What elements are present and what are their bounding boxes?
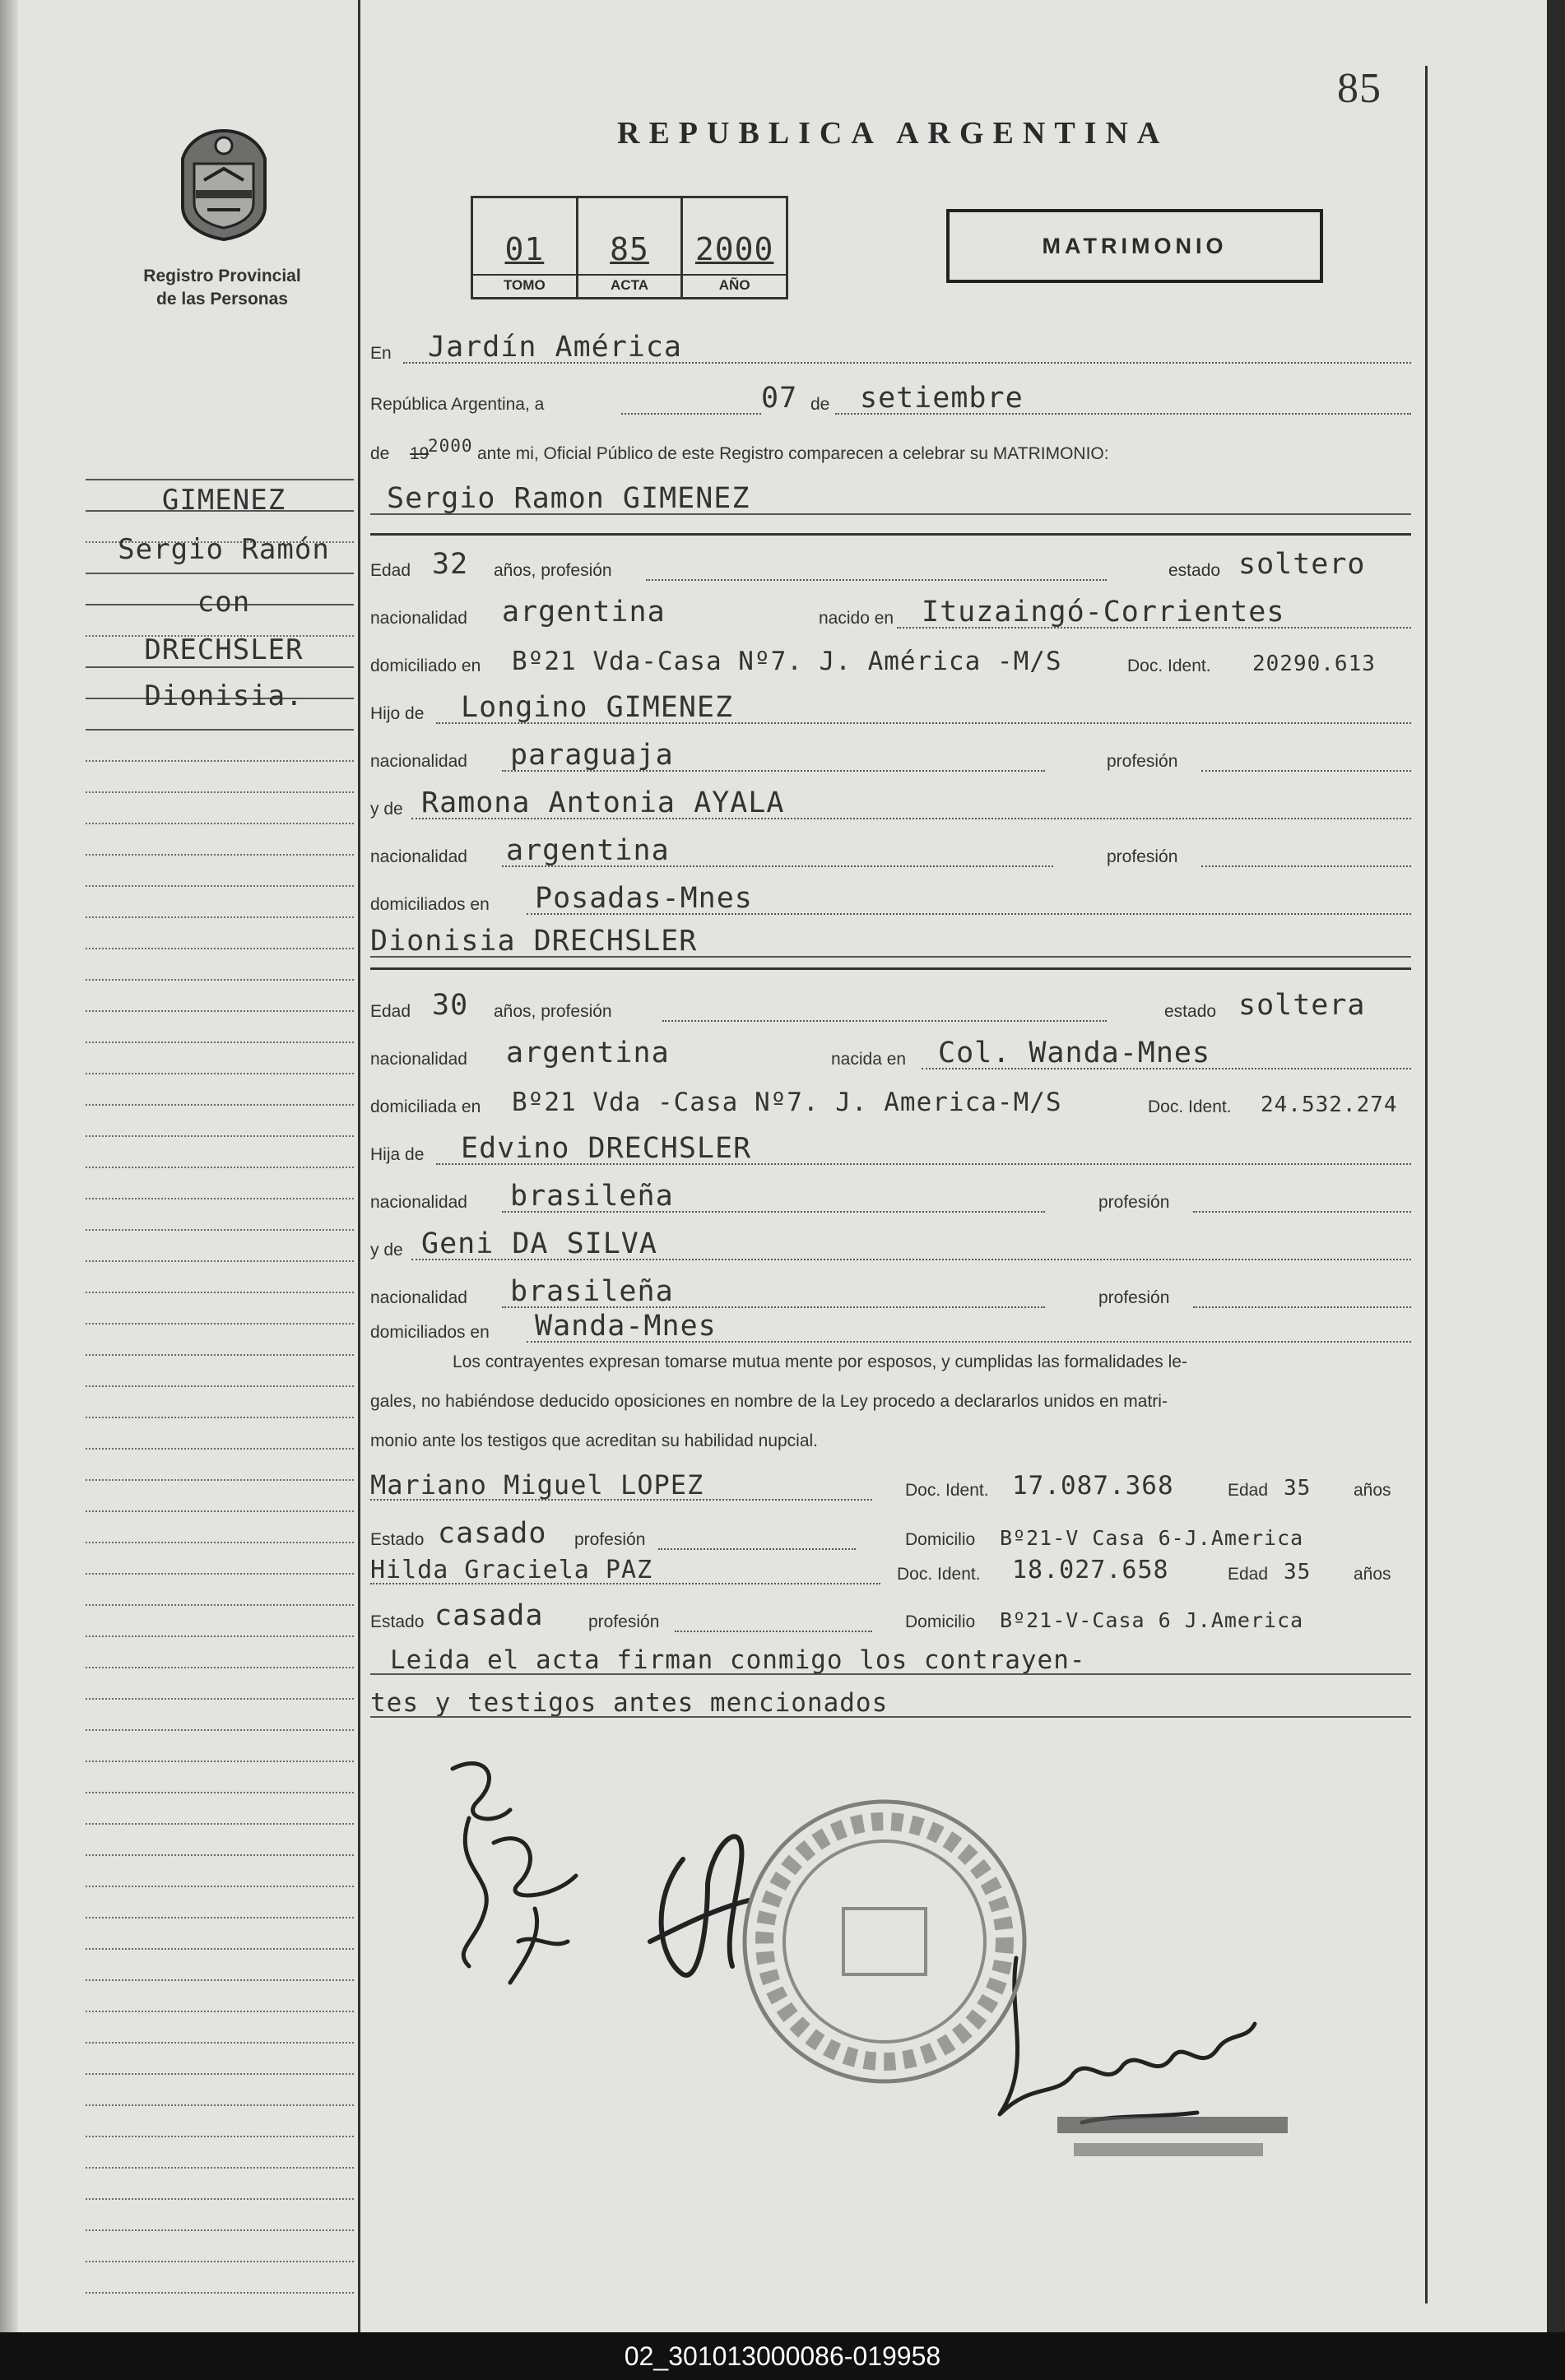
margin-rule-line [86, 948, 354, 949]
margin-given-name-groom: Sergio Ramón [118, 533, 330, 566]
margin-rule-line [86, 1917, 354, 1918]
bride-name-row [370, 920, 1411, 963]
closing-row-1 [370, 1637, 1411, 1680]
bride-father-nationality: brasileña [510, 1180, 674, 1213]
witness-2-profesion-label: profesión [588, 1612, 660, 1631]
groom-edad-label: Edad [370, 561, 411, 580]
registry-name [107, 265, 337, 311]
bride-father-name: Edvino DRECHSLER [461, 1132, 752, 1165]
margin-rule-line [86, 2292, 354, 2294]
year-de-label: de [370, 444, 390, 463]
margin-rule-line [86, 1729, 354, 1731]
bride-parents-address-row [370, 1305, 1411, 1348]
date-row [370, 377, 1411, 420]
groom-parents-address: Posadas-Mnes [535, 882, 753, 915]
bride-nacida-label: nacida en [831, 1050, 907, 1069]
margin-rule-line [86, 1823, 354, 1825]
witness-1-estado: casado [438, 1517, 547, 1550]
margin-rule-line [86, 1698, 354, 1700]
groom-nacionalidad-label: nacionalidad [370, 609, 467, 628]
margin-rule-line [86, 1167, 354, 1168]
republica-label: República Argentina, a [370, 395, 545, 414]
margin-rule-line [86, 916, 354, 918]
margin-rule-line [86, 979, 354, 981]
groom-mother-nacionalidad-label: nacionalidad [370, 847, 467, 866]
margin-rule-line [86, 1448, 354, 1450]
declaration-paragraph [370, 1343, 1411, 1461]
groom-nationality-row [370, 591, 1411, 633]
acta-cell [578, 198, 684, 297]
witness-1-estado-label: Estado [370, 1530, 425, 1549]
margin-rule-line [86, 1354, 354, 1356]
margin-rule-line [86, 1948, 354, 1950]
witness-1-profesion-label: profesión [574, 1530, 646, 1549]
bride-mother-nationality: brasileña [510, 1275, 674, 1308]
groom-doc-label: Doc. Ident. [1127, 656, 1211, 675]
bride-age: 30 [432, 989, 469, 1022]
witness-2-age: 35 [1284, 1560, 1312, 1584]
margin-rule-line [86, 1073, 354, 1074]
margin-rule-line [86, 1510, 354, 1512]
bride-address-row [370, 1079, 1411, 1122]
witness-2-edad-label: Edad [1228, 1565, 1269, 1584]
margin-rule-line [86, 1417, 354, 1418]
margin-surname-bride: DRECHSLER [144, 633, 304, 666]
de-label: de [810, 395, 830, 414]
intro-row [370, 426, 1411, 469]
record-reference-box [471, 196, 788, 299]
groom-father-nationality: paraguaja [510, 739, 674, 772]
groom-father-nationality-row [370, 734, 1411, 777]
margin-rule-line [86, 885, 354, 887]
margin-rule-line [86, 823, 354, 824]
margin-rule-line [86, 666, 354, 668]
margin-rule-line [86, 1323, 354, 1325]
bride-domiciliados-label: domiciliados en [370, 1323, 490, 1342]
bride-mother-name: Geni DA SILVA [421, 1227, 657, 1260]
groom-estado-label: estado [1168, 561, 1221, 580]
groom-address: Bº21 Vda-Casa Nº7. J. América -M/S [512, 647, 1062, 676]
month-value: setiembre [860, 382, 1024, 415]
bride-father-nationality-row [370, 1175, 1411, 1218]
margin-rule-line [86, 1667, 354, 1668]
act-type-box: MATRIMONIO [946, 209, 1323, 283]
margin-rule-line [86, 2167, 354, 2169]
margin-rule-line [86, 1292, 354, 1293]
year-preprinted: 19 [410, 444, 430, 463]
groom-address-row [370, 638, 1411, 681]
witness-2-estado-label: Estado [370, 1612, 425, 1631]
groom-nationality: argentina [502, 596, 666, 629]
bride-father-nacionalidad-label: nacionalidad [370, 1193, 467, 1212]
margin-rule-line [86, 2198, 354, 2200]
right-border-line [1425, 66, 1428, 2303]
witness-2-estado: casada [434, 1599, 544, 1632]
groom-father-row [370, 686, 1411, 729]
bride-birthplace: Col. Wanda-Mnes [938, 1037, 1211, 1069]
bride-father-profesion-label: profesión [1098, 1193, 1170, 1212]
registry-line-2: de las Personas [156, 290, 288, 309]
margin-rule-line [86, 1010, 354, 1012]
margin-rule-line [86, 1573, 354, 1575]
margin-rule-line [86, 1385, 354, 1387]
margin-rule-line [86, 479, 354, 480]
ano-cell [683, 198, 786, 297]
bride-doc-label: Doc. Ident. [1148, 1097, 1232, 1116]
official-seal-icon [736, 1793, 1033, 2090]
folio-number: 85 [1337, 65, 1382, 112]
groom-father-nacionalidad-label: nacionalidad [370, 752, 467, 771]
margin-rule-line [86, 2136, 354, 2137]
witness-2-doc: 18.027.658 [1012, 1556, 1169, 1584]
registry-line-1: Registro Provincial [143, 267, 301, 285]
margin-rule-line [86, 1792, 354, 1793]
witness-2-name: Hilda Graciela PAZ [370, 1556, 653, 1584]
margin-rule-line [86, 1135, 354, 1137]
groom-nacido-label: nacido en [819, 609, 894, 628]
groom-father-profesion-label: profesión [1107, 752, 1178, 771]
margin-rule-line [86, 1604, 354, 1606]
groom-mother-profesion-label: profesión [1107, 847, 1178, 866]
ano-label: AÑO [683, 274, 786, 294]
margin-rule-line [86, 573, 354, 574]
groom-name-row [370, 477, 1411, 520]
margin-rule-line [86, 1479, 354, 1481]
witness-1-row [370, 1463, 1411, 1505]
groom-domiciliado-label: domiciliado en [370, 656, 481, 675]
bride-parents-address: Wanda-Mnes [535, 1310, 717, 1343]
bride-doc-number: 24.532.274 [1261, 1093, 1398, 1117]
margin-rule-line [86, 2104, 354, 2106]
witness-2-domicilio-label: Domicilio [905, 1612, 976, 1631]
margin-rule-line [86, 1542, 354, 1543]
year-written: 2000 [428, 436, 473, 456]
bride-profesion-label: años, profesión [494, 1002, 612, 1021]
bride-mother-profesion-label: profesión [1098, 1288, 1170, 1307]
tomo-value: 01 [504, 231, 545, 267]
witness-1-doc: 17.087.368 [1012, 1471, 1174, 1501]
witness-1-doc-label: Doc. Ident. [905, 1481, 989, 1500]
closing-line-2: tes y testigos antes mencionados [370, 1688, 889, 1718]
groom-mother-name: Ramona Antonia AYALA [421, 786, 785, 819]
witness-1-domicilio: Bº21-V Casa 6-J.America [1000, 1526, 1304, 1550]
witness-1-name: Mariano Miguel LOPEZ [370, 1469, 704, 1501]
bride-hija-label: Hija de [370, 1145, 425, 1164]
bride-nacionalidad-label: nacionalidad [370, 1050, 467, 1069]
bride-age-row [370, 984, 1411, 1027]
ano-value: 2000 [694, 231, 774, 267]
book-binding [0, 0, 18, 2332]
provincial-coat-of-arms-icon [171, 128, 276, 243]
margin-rule-line [86, 1979, 354, 1981]
groom-age-row [370, 543, 1411, 586]
witness-1-edad-label: Edad [1228, 1481, 1269, 1500]
margin-given-name-bride: Dionisia. [144, 680, 304, 712]
groom-domiciliados-label: domiciliados en [370, 895, 490, 914]
witness-2-details-row [370, 1594, 1411, 1637]
groom-full-name: Sergio Ramon GIMENEZ [387, 482, 750, 515]
official-name-stamp-icon [1049, 2110, 1296, 2168]
groom-mother-nationality: argentina [506, 834, 670, 867]
margin-rule-line [86, 1854, 354, 1856]
groom-mother-nationality-row [370, 829, 1411, 872]
declaration-line-2: gales, no habiéndose deducido oposiciones en nombre de la Ley procedo a declararlos unidos en matri- [370, 1392, 1168, 1411]
witness-1-age: 35 [1284, 1476, 1312, 1501]
groom-parents-address-row [370, 877, 1411, 920]
margin-rule-line [86, 1260, 354, 1262]
groom-age: 32 [432, 548, 469, 581]
intro-text: ante mi, Oficial Público de este Registro comparecen a celebrar su MATRIMONIO: [477, 444, 1109, 463]
margin-surname-groom: GIMENEZ [161, 484, 286, 517]
margin-rule-line [86, 854, 354, 856]
margin-rule-line [86, 791, 354, 793]
groom-y-de-label: y de [370, 800, 403, 819]
acta-value: 85 [610, 231, 649, 267]
margin-rule-line [86, 1104, 354, 1106]
witness-1-domicilio-label: Domicilio [905, 1530, 976, 1549]
margin-rule-line [86, 1198, 354, 1199]
bride-nationality-row [370, 1032, 1411, 1074]
margin-rule-line [86, 1635, 354, 1637]
witness-2-row [370, 1547, 1411, 1589]
bride-y-de-label: y de [370, 1241, 403, 1260]
closing-row-2 [370, 1680, 1411, 1723]
declaration-line-3: monio ante los testigos que acreditan su habilidad nupcial. [370, 1431, 819, 1450]
groom-hijo-label: Hijo de [370, 704, 425, 723]
margin-rule-line [86, 2011, 354, 2012]
acta-label: ACTA [578, 274, 681, 294]
image-reference-footer: 02_301013000086-019958 [0, 2332, 1565, 2380]
bride-estado: soltera [1238, 989, 1366, 1022]
margin-rule-line [86, 2261, 354, 2262]
place-row [370, 326, 1411, 369]
margin-rule-line [86, 1886, 354, 1887]
margin-rule-line [86, 1042, 354, 1043]
groom-birthplace: Ituzaingó-Corrientes [922, 596, 1285, 629]
groom-mother-row [370, 782, 1411, 824]
place-value: Jardín América [428, 331, 683, 364]
witness-2-domicilio: Bº21-V-Casa 6 J.America [1000, 1608, 1304, 1632]
margin-rule-line [86, 2073, 354, 2075]
witness-2-anos-label: años [1354, 1565, 1391, 1584]
bride-full-name: Dionisia DRECHSLER [370, 925, 698, 958]
margin-rule-line [86, 1761, 354, 1762]
margin-rule-line [86, 2042, 354, 2044]
groom-doc-number: 20290.613 [1252, 652, 1376, 676]
margin-rule-line [86, 2229, 354, 2231]
bride-father-row [370, 1127, 1411, 1170]
bride-edad-label: Edad [370, 1002, 411, 1021]
margin-rule-line [86, 1229, 354, 1231]
bride-domiciliada-label: domiciliada en [370, 1097, 481, 1116]
groom-father-name: Longino GIMENEZ [461, 691, 734, 724]
signature-contrayentes [436, 1744, 634, 1999]
margin-rule-line [86, 729, 354, 731]
closing-line-1: Leida el acta firman conmigo los contrayen- [390, 1645, 1086, 1675]
groom-profesion-label: años, profesión [494, 561, 612, 580]
margin-conjunction: con [197, 586, 251, 619]
bride-mother-nacionalidad-label: nacionalidad [370, 1288, 467, 1307]
bride-nationality: argentina [506, 1037, 670, 1069]
tomo-cell [473, 198, 578, 297]
witness-1-anos-label: años [1354, 1481, 1391, 1500]
bride-mother-row [370, 1222, 1411, 1265]
margin-rule-line [86, 760, 354, 762]
bride-estado-label: estado [1164, 1002, 1217, 1021]
bride-address: Bº21 Vda -Casa Nº7. J. America-M/S [512, 1088, 1062, 1117]
en-label: En [370, 344, 392, 363]
country-heading: REPUBLICA ARGENTINA [617, 116, 1169, 151]
groom-estado: soltero [1238, 548, 1366, 581]
day-value: 07 [761, 382, 798, 415]
tomo-label: TOMO [473, 274, 576, 294]
witness-2-doc-label: Doc. Ident. [897, 1565, 981, 1584]
declaration-line-1: Los contrayentes expresan tomarse mutua mente por esposos, y cumplidas las formalidades le- [453, 1352, 1187, 1371]
